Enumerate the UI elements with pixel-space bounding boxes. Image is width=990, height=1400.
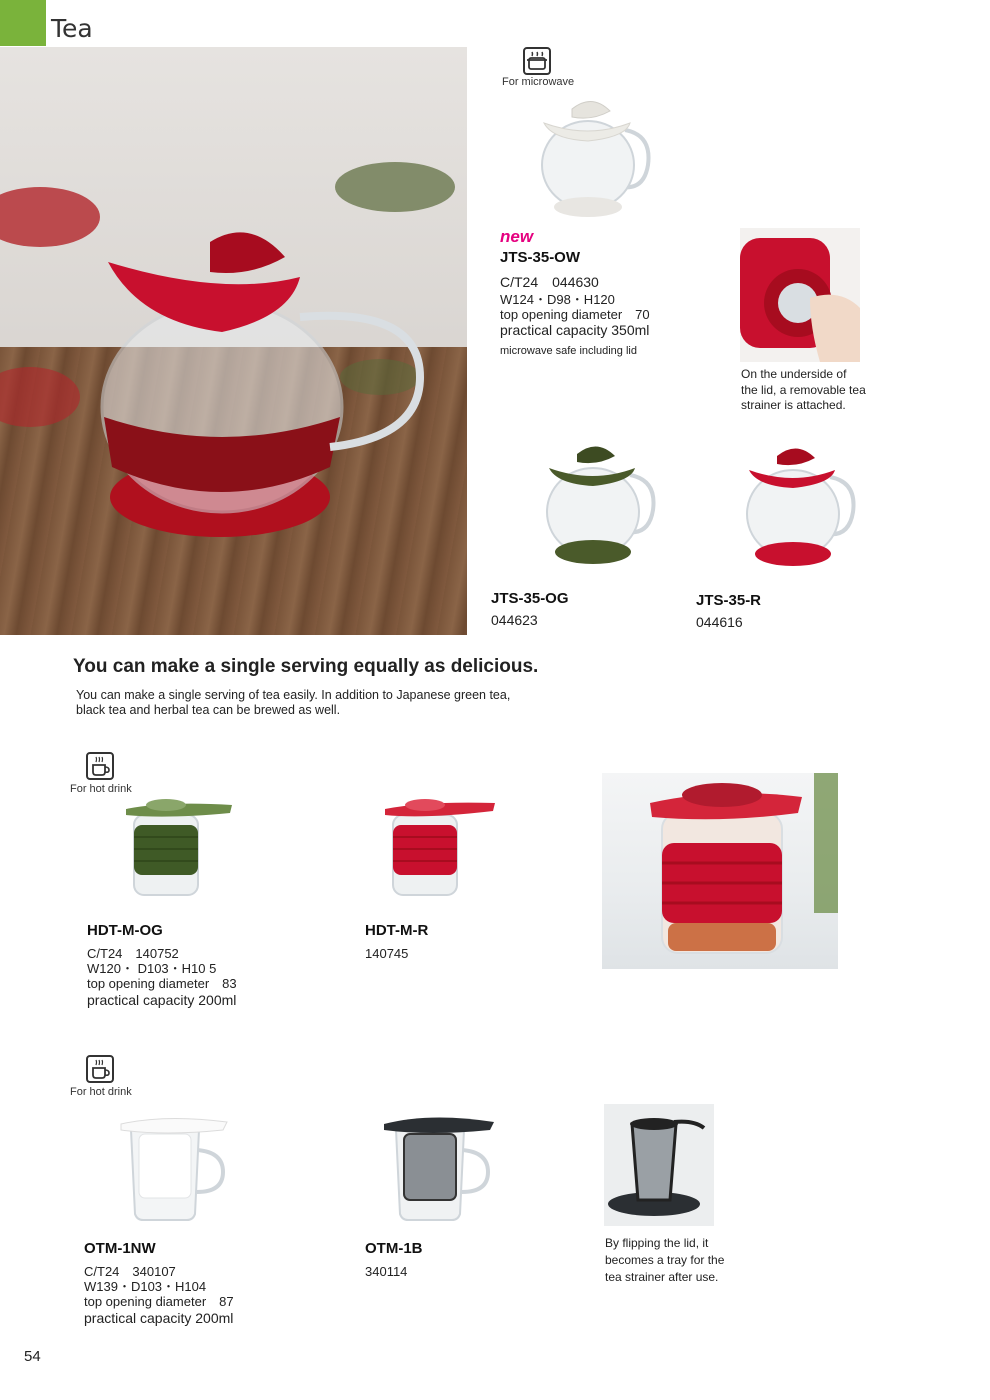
section-title: Tea (51, 14, 93, 43)
jts-35-og-code: 044623 (491, 612, 538, 628)
jts-35-ow-ct: C/T24 044630 (500, 274, 599, 290)
hot-drink-label: For hot drink (70, 1086, 132, 1098)
hdt-m-og-capacity: practical capacity 200ml (87, 992, 237, 1008)
otm-1nw-image (115, 1110, 235, 1225)
jts-35-r-image (735, 442, 860, 572)
page-number: 54 (24, 1348, 41, 1365)
hdt-m-r-image (385, 795, 505, 905)
hdt-m-og-dims: W120・ D103・H10 5 (87, 961, 217, 976)
otm-1nw-ct: C/T24 340107 (84, 1264, 176, 1279)
hdt-m-og-image (120, 795, 240, 905)
hero-photo (0, 47, 467, 635)
otm-1b-model: OTM-1B (365, 1240, 423, 1257)
otm-1nw-model: OTM-1NW (84, 1240, 156, 1257)
otm-1nw-capacity: practical capacity 200ml (84, 1310, 234, 1326)
intro-headline: You can make a single serving equally as delicious. (73, 656, 539, 677)
microwave-icon (523, 47, 551, 75)
jts-35-ow-capacity: practical capacity 350ml (500, 322, 650, 338)
otm-1nw-dims: W139・D103・H104 (84, 1279, 207, 1294)
jts-35-ow-top-opening: top opening diameter 70 (500, 307, 650, 322)
jts-35-ow-model: JTS-35-OW (500, 249, 581, 266)
tray-caption: By flipping the lid, it becomes a tray for the tea strainer after use. (605, 1236, 725, 1284)
otm-1b-code: 340114 (365, 1264, 408, 1279)
otm-1b-image (380, 1110, 500, 1225)
jts-35-r-model: JTS-35-R (696, 592, 762, 609)
strainer-caption: On the underside of the lid, a removable tea strainer is attached. (741, 367, 866, 412)
hot-drink-label: For hot drink (70, 783, 132, 795)
new-badge: new (500, 227, 534, 246)
hdt-m-r-code: 140745 (365, 946, 409, 961)
hot-drink-cup-icon (86, 1055, 114, 1083)
hot-drink-cup-icon (86, 752, 114, 780)
hdt-m-og-model: HDT-M-OG (87, 922, 163, 939)
otm-1nw-top-opening: top opening diameter 87 (84, 1294, 234, 1309)
intro-body: You can make a single serving of tea easily. In addition to Japanese green tea, black tea and herbal tea can be brewed as well. (76, 688, 511, 717)
tray-photo (604, 1104, 714, 1226)
hdt-m-og-ct: C/T24 140752 (87, 946, 179, 961)
microwave-label: For microwave (502, 76, 575, 88)
section-color-tab (0, 0, 46, 46)
jts-35-ow-dims: W124・D98・H120 (500, 292, 615, 307)
jts-35-og-model: JTS-35-OG (491, 590, 569, 607)
jts-35-ow-image (530, 95, 655, 225)
hdt-m-r-model: HDT-M-R (365, 922, 429, 939)
hdt-m-og-top-opening: top opening diameter 83 (87, 976, 237, 991)
jts-35-r-code: 044616 (696, 614, 743, 630)
strainer-photo (740, 228, 860, 362)
jts-35-og-image (535, 440, 660, 570)
hdt-lifestyle-photo (602, 773, 838, 969)
jts-35-ow-note: microwave safe including lid (500, 345, 637, 357)
